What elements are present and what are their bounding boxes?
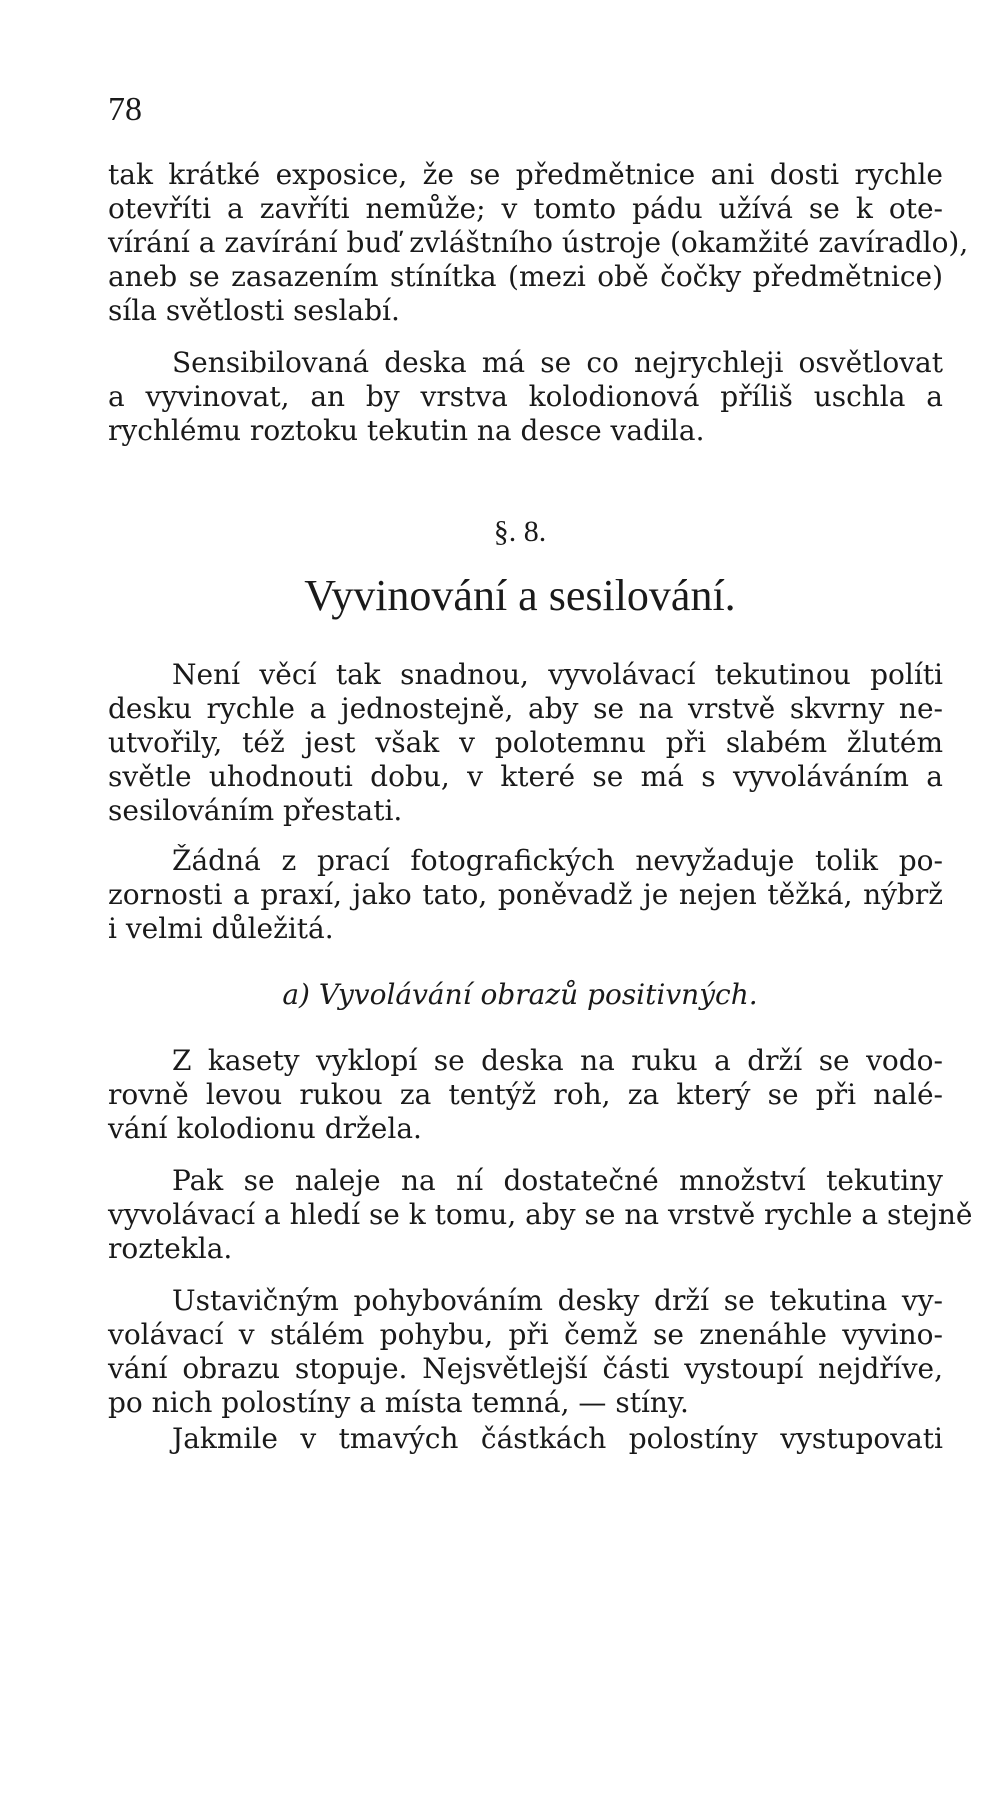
text-line: zornosti a praxí, jako tato, poněvadž je nejen těžká, nýbrž bbox=[108, 878, 943, 911]
text-line: i velmi důležitá. bbox=[108, 912, 334, 945]
text-line: roztekla. bbox=[108, 1232, 233, 1265]
subsection-heading: a) Vyvolávání obrazů positivných. bbox=[282, 978, 758, 1011]
text-line: Jakmile v tmavých částkách polostíny vystupovati bbox=[172, 1422, 943, 1455]
text-line: vání obrazu stopuje. Nejsvětlejší části vystoupí nejdříve, bbox=[108, 1352, 943, 1385]
text-line: Sensibilovaná deska má se co nejrychleji osvětlovat bbox=[172, 346, 943, 379]
section-number: §. 8. bbox=[493, 515, 547, 548]
page-number: 78 bbox=[108, 91, 142, 128]
text-line: Z kasety vyklopí se deska na ruku a drží se vodo- bbox=[172, 1044, 943, 1077]
text-line: Není věcí tak snadnou, vyvolávací tekutinou políti bbox=[172, 658, 943, 691]
text-line: volávací v stálém pohybu, při čemž se znenáhle vyvino- bbox=[108, 1318, 943, 1351]
text-line: vání kolodionu držela. bbox=[108, 1112, 422, 1145]
text-line: otevříti a zavříti nemůže; v tomto pádu užívá se k ote- bbox=[108, 192, 943, 225]
text-line: sesilováním přestati. bbox=[108, 794, 403, 827]
text-line: tak krátké exposice, že se předmětnice ani dosti rychle bbox=[108, 158, 943, 191]
text-line: aneb se zasazením stínítka (mezi obě čočky předmětnice) bbox=[108, 260, 943, 293]
text-line: Ustavičným pohybováním desky drží se tekutina vy- bbox=[172, 1284, 943, 1317]
text-line: rovně levou rukou za tentýž roh, za který se při nalé- bbox=[108, 1078, 943, 1111]
text-line: desku rychle a jednostejně, aby se na vrstvě skvrny ne- bbox=[108, 692, 943, 725]
text-line: utvořily, též jest však v polotemnu při slabém žlutém bbox=[108, 726, 943, 759]
text-line: po nich polostíny a místa temná, — stíny. bbox=[108, 1386, 689, 1419]
text-line: světle uhodnouti dobu, v které se má s vyvoláváním a bbox=[108, 760, 943, 793]
text-line: síla světlosti seslabí. bbox=[108, 294, 400, 327]
section-title: Vyvinování a sesilování. bbox=[304, 571, 736, 620]
text-line: vyvolávací a hledí se k tomu, aby se na vrstvě rychle a stejně bbox=[108, 1198, 973, 1231]
text-line: vírání a zavírání buď zvláštního ústroje (okamžité zavíradlo), bbox=[108, 226, 969, 259]
text-line: rychlému roztoku tekutin na desce vadila. bbox=[108, 414, 705, 447]
text-line: Žádná z prací fotografických nevyžaduje tolik po- bbox=[172, 844, 943, 877]
text-line: Pak se naleje na ní dostatečné množství tekutiny bbox=[172, 1164, 943, 1197]
text-line: a vyvinovat, an by vrstva kolodionová příliš uschla a bbox=[108, 380, 943, 413]
